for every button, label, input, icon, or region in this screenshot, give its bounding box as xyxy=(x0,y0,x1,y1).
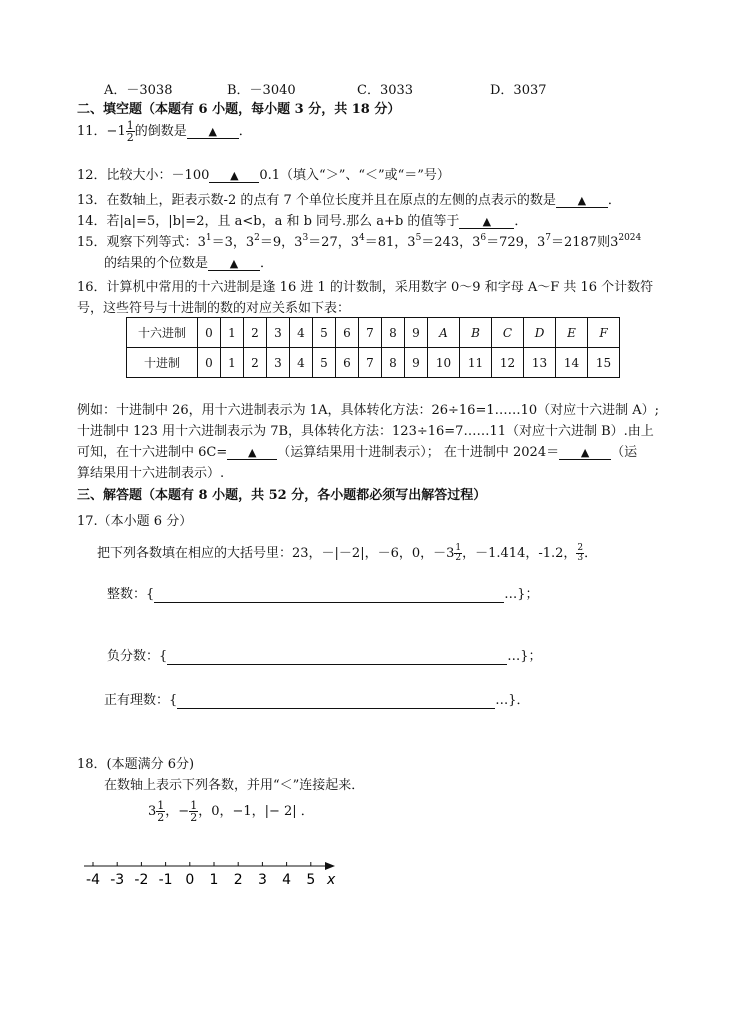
dec-cell: 3 xyxy=(267,348,290,378)
q15-eq7-val: ＝2187则3 xyxy=(550,235,619,250)
q15-eq2-val: ＝9， xyxy=(259,235,295,250)
blank-marker-icon: ▲ xyxy=(482,215,492,228)
choice-d: D．3037 xyxy=(490,83,547,98)
dec-cell: 10 xyxy=(428,348,460,378)
hex-cell: 6 xyxy=(336,318,359,348)
q14-end: ． xyxy=(514,214,528,229)
q15-eq5-base: 3 xyxy=(407,235,416,250)
q17-set1-label: 整数：{ xyxy=(107,587,155,602)
q15-eq3-sup: 3 xyxy=(302,233,309,243)
dec-cell: 4 xyxy=(290,348,313,378)
number-line-tick-label: -1 xyxy=(158,872,173,888)
hex-cell: F xyxy=(588,318,620,348)
q18-n2-pre: ，− xyxy=(165,804,190,819)
q15-eq7-base: 3 xyxy=(536,235,546,250)
dec-cell: 13 xyxy=(524,348,556,378)
blank-marker-icon: ▲ xyxy=(248,446,257,459)
blank-marker-icon: ▲ xyxy=(229,257,239,270)
q11-number: 11． xyxy=(77,124,107,139)
q18-n1-whole: 3 xyxy=(148,804,157,819)
q12-text2: 0.1（填入“＞”、“＜”或“＝”号） xyxy=(259,168,450,183)
dec-cell: 6 xyxy=(336,348,359,378)
q15-eq5-sup: 5 xyxy=(415,233,422,243)
hex-cell: B xyxy=(460,318,492,348)
q18-n1-num: 1 xyxy=(157,799,165,812)
q15-eq6-sup: 6 xyxy=(480,233,487,243)
q14-text: 若|a|=5，|b|=2，且 a<b，a 和 b 同号.那么 a+b 的值等于 xyxy=(106,214,460,229)
q15-eq2-sup: 2 xyxy=(254,233,260,243)
q16-example-2: 十进制中 123 用十六进制表示为 7B，具体转化方法：123÷16=7……11（对应十六进制 B）.由上 xyxy=(77,424,654,439)
number-line-tick-label: 5 xyxy=(306,872,316,888)
q16-line1: 16．计算机中常用的十六进制是逢 16 进 1 的计数制，采用数字 0～9 和字母 A～F 共 16 个计数符 xyxy=(77,280,654,295)
q17-prompt-text: 把下列各数填在相应的大括号里：23，－|－2|，－6，0，－3 xyxy=(97,546,455,561)
hex-cell: 1 xyxy=(221,318,244,348)
q18-n2-num: 1 xyxy=(190,799,198,812)
q15-text1: 观察下列等式： xyxy=(106,235,198,250)
q17-mix-den: 2 xyxy=(455,553,462,563)
choice-b: B．－3040 xyxy=(227,83,296,98)
q11-frac-num: 1 xyxy=(126,119,134,132)
number-line-tick-label: 0 xyxy=(185,872,195,888)
q18-prompt: 在数轴上表示下列各数，并用“＜”连接起来． xyxy=(104,778,365,793)
q14-number: 14． xyxy=(77,214,107,229)
q15-eq1-base: 3 xyxy=(197,235,206,250)
section-3-title: 三、解答题（本题有 8 小题，共 52 分，各小题都必须写出解答过程） xyxy=(77,488,487,503)
q15-eq5-val: ＝243， xyxy=(421,235,473,250)
q17-prompt-text2: ，－1.414，-1.2， xyxy=(462,546,577,561)
q15-eq1-sup: 1 xyxy=(205,233,212,243)
hex-cell: 3 xyxy=(267,318,290,348)
q13-text: 在数轴上，距表示数-2 的点有 7 个单位长度并且在原点的左侧的点表示的数是 xyxy=(106,193,556,208)
hex-cell: 4 xyxy=(290,318,313,348)
q16-ex3b: （运算结果用十进制表示）； 在十进制中 2024＝ xyxy=(277,445,560,460)
number-line-variable: x xyxy=(327,872,336,888)
q11-frac-den: 2 xyxy=(126,131,134,144)
q15-line2: 的结果的个位数是 xyxy=(104,256,209,271)
q15-eq6-base: 3 xyxy=(472,235,481,250)
hex-cell: A xyxy=(428,318,460,348)
q18-n2-den: 2 xyxy=(190,811,198,824)
number-line-tick-label: 1 xyxy=(209,872,219,888)
blank-marker-icon: ▲ xyxy=(580,446,590,459)
hex-cell: D xyxy=(524,318,556,348)
hex-cell: E xyxy=(556,318,588,348)
q15-number: 15． xyxy=(77,235,107,250)
hex-cell: 2 xyxy=(244,318,267,348)
q11-text: 的倒数是 xyxy=(134,124,187,139)
dec-cell: 0 xyxy=(198,348,221,378)
q17-set2-end: …}； xyxy=(507,649,542,664)
dec-cell: 11 xyxy=(460,348,492,378)
hex-cell: C xyxy=(492,318,524,348)
q17-head: 17.（本小题 6 分） xyxy=(77,514,193,529)
q15-eq1-val: ＝3， xyxy=(211,235,246,250)
q16-ex3c: （运 xyxy=(611,445,638,460)
hex-row-header: 十六进制 xyxy=(127,318,198,348)
q16-example-4: 算结果用十六进制表示）. xyxy=(77,466,225,481)
number-line-tick-label: -3 xyxy=(110,872,125,888)
q15-eq3-val: ＝27， xyxy=(308,235,351,250)
q17-set2-label: 负分数：{ xyxy=(107,649,168,664)
hex-cell: 9 xyxy=(405,318,428,348)
number-line-tick-label: 4 xyxy=(282,872,292,888)
blank-marker-icon: ▲ xyxy=(577,194,587,207)
dec-cell: 2 xyxy=(244,348,267,378)
q18-rest: ，0，−1，|− 2| ． xyxy=(198,804,314,819)
q13-end: ． xyxy=(607,193,621,208)
q12-text1: 比较大小：－100 xyxy=(106,168,210,183)
dec-cell: 5 xyxy=(313,348,336,378)
q17-mix-num: 1 xyxy=(455,543,462,553)
dec-cell: 9 xyxy=(405,348,428,378)
q16-line2: 号，这些符号与十进制的数的对应关系如下表： xyxy=(77,301,351,316)
q15-eq4-base: 3 xyxy=(350,235,359,250)
q15-eq4-val: ＝81， xyxy=(364,235,408,250)
choice-c: C．3033 xyxy=(357,83,414,98)
q15-eq6-val: ＝729， xyxy=(486,235,537,250)
q18-n1-den: 2 xyxy=(157,811,165,824)
number-line-tick-label: -2 xyxy=(134,872,149,888)
hex-cell: 8 xyxy=(382,318,405,348)
dec-cell: 8 xyxy=(382,348,405,378)
number-line-tick-label: 3 xyxy=(257,872,267,888)
dec-cell: 14 xyxy=(556,348,588,378)
q15-eq3-base: 3 xyxy=(294,235,303,250)
hex-cell: 7 xyxy=(359,318,382,348)
q13-number: 13． xyxy=(77,193,107,208)
q16-example-1: 例如：十进制中 26，用十六进制表示为 1A，具体转化方法：26÷16=1……10（对应十六进制 A）; xyxy=(77,403,660,418)
q18-head: 18．(本题满分 6分) xyxy=(77,757,195,772)
q17-f-num: 2 xyxy=(577,543,584,553)
dec-cell: 12 xyxy=(492,348,524,378)
q16-ex3a: 可知，在十六进制中 6C= xyxy=(77,445,228,460)
q17-set3-label: 正有理数：{ xyxy=(104,693,178,708)
section-2-title: 二、填空题（本题有 6 小题，每小题 3 分，共 18 分） xyxy=(77,102,401,117)
q17-set1-end: …}； xyxy=(504,587,539,602)
q15-eq8-sup: 2024 xyxy=(618,233,642,243)
q15-eq7-sup: 7 xyxy=(545,233,551,243)
blank-marker-icon: ▲ xyxy=(230,169,239,182)
dec-cell: 1 xyxy=(221,348,244,378)
blank-marker-icon: ▲ xyxy=(208,125,217,138)
hex-cell: 5 xyxy=(313,318,336,348)
q11-end: ． xyxy=(238,124,252,139)
number-line-tick-label: -4 xyxy=(86,872,100,888)
q11-minus: −1 xyxy=(106,124,126,139)
q17-set3-end: …}． xyxy=(495,693,530,708)
hex-cell: 0 xyxy=(198,318,221,348)
q17-f-den: 3 xyxy=(577,553,584,563)
q12-number: 12． xyxy=(77,168,107,183)
q17-prompt-end: ． xyxy=(584,546,598,561)
number-line-tick-label: 2 xyxy=(233,872,243,888)
q15-end: ． xyxy=(260,256,274,271)
q15-eq2-base: 3 xyxy=(245,235,255,250)
dec-cell: 15 xyxy=(588,348,620,378)
dec-row-header: 十进制 xyxy=(127,348,198,378)
choice-a: A．－3038 xyxy=(104,83,173,98)
number-line-arrow-icon xyxy=(325,862,335,870)
q15-eq4-sup: 4 xyxy=(359,233,365,243)
dec-cell: 7 xyxy=(359,348,382,378)
